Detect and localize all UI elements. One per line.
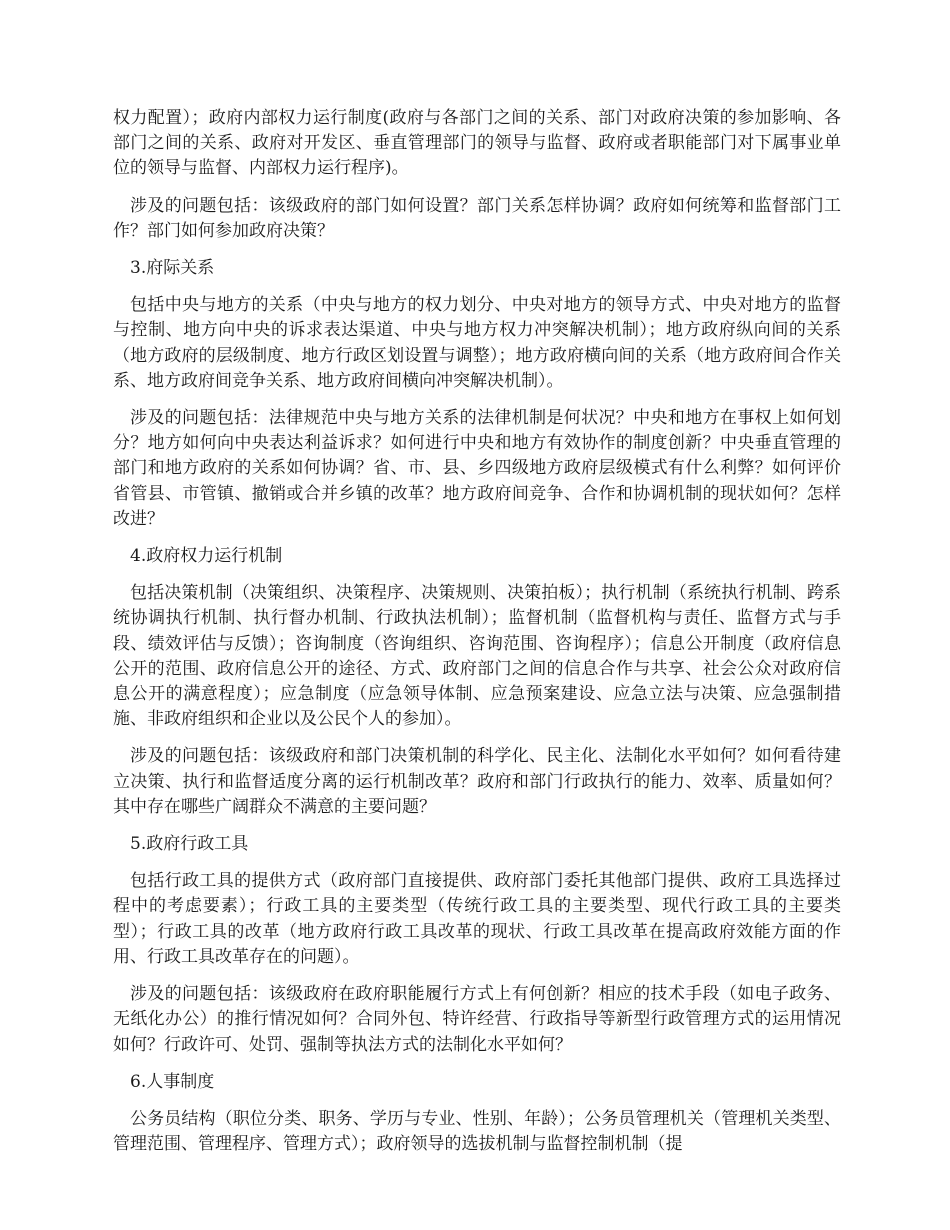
document-page [113, 106, 841, 1169]
paragraph-administrative-tools-issues: 涉及的问题包括：该级政府在政府职能履行方式上有何创新？相应的技术手段（如电子政务、无纸化办公）的推行情况如何？合同外包、特许经营、行政指导等新型行政管理方式的运用情况如何？行政许可、处罚、强制等执法方式的法制化水平如何？ [113, 984, 841, 1055]
paragraph-department-issues: 涉及的问题包括：该级政府的部门如何设置？部门关系怎样协调？政府如何统筹和监督部门工作？部门如何参加政府决策？ [113, 195, 841, 241]
heading-intergovernmental-relations: 3.府际关系 [130, 258, 215, 279]
heading-personnel-system: 6.人事制度 [130, 1071, 215, 1092]
paragraph-civil-servant-structure: 公务员结构（职位分类、职务、学历与专业、性别、年龄）；公务员管理机关（管理机关类型、管理范围、管理程序、管理方式）；政府领导的选拔机制与监督控制机制（提 [113, 1108, 841, 1155]
paragraph-central-local-issues: 涉及的问题包括：法律规范中央与地方关系的法律机制是何状况？中央和地方在事权上如何划分？地方如何向中央表达利益诉求？如何进行中央和地方有效协作的制度创新？中央垂直管理的部门和地方政府的关系如何协调？省、市、县、乡四级地方政府层级模式有什么利弊？如何评价省管县、市管镇、撤销或合并乡镇的改革？地方政府间竞争、合作和协调机制的现状如何？怎样改进？ [113, 408, 841, 529]
heading-power-operation-mechanism: 4.政府权力运行机制 [130, 546, 283, 567]
paragraph-administrative-tools: 包括行政工具的提供方式（政府部门直接提供、政府部门委托其他部门提供、政府工具选择过程中的考虑要素）；行政工具的主要类型（传统行政工具的主要类型、现代行政工具的主要类型）；行政工具的改革（地方政府行政工具改革的现状、行政工具改革在提高政府效能方面的作用、行政工具改革存在的问题）。 [113, 871, 841, 967]
paragraph-decision-issues: 涉及的问题包括：该级政府和部门决策机制的科学化、民主化、法制化水平如何？如何看待建立决策、执行和监督适度分离的运行机制改革？政府和部门行政执行的能力、效率、质量如何？其中存在哪些广阔群众不满意的主要问题？ [113, 746, 841, 817]
heading-administrative-tools: 5.政府行政工具 [130, 834, 249, 855]
paragraph-decision-execution-mechanisms: 包括决策机制（决策组织、决策程序、决策规则、决策拍板）；执行机制（系统执行机制、跨系统协调执行机制、执行督办机制、行政执法机制）；监督机制（监督机构与责任、监督方式与手段、绩效评估与反馈）；咨询制度（咨询组织、咨询范围、咨询程序）；信息公开制度（政府信息公开的范围、政府信息公开的途径、方式、政府部门之间的信息合作与共享、社会公众对政府信息公开的满意程度）；应急制度（应急领导体制、应急预案建设、应急立法与决策、应急强制措施、非政府组织和企业以及公民个人的参加）。 [113, 583, 841, 730]
paragraph-central-local-relations: 包括中央与地方的关系（中央与地方的权力划分、中央对地方的领导方式、中央对地方的监督与控制、地方向中央的诉求表达渠道、中央与地方权力冲突解决机制）；地方政府纵向间的关系（地方政府的层级制度、地方行政区划设置与调整）；地方政府横向间的关系（地方政府间合作关系、地方政府间竞争关系、地方政府间横向冲突解决机制）。 [113, 295, 841, 391]
paragraph-power-allocation: 权力配置）；政府内部权力运行制度(政府与各部门之间的关系、部门对政府决策的参加影响、各部门之间的关系、政府对开发区、垂直管理部门的领导与监督、政府或者职能部门对下属事业单位的领导与监督、内部权力运行程序)。 [113, 108, 841, 179]
